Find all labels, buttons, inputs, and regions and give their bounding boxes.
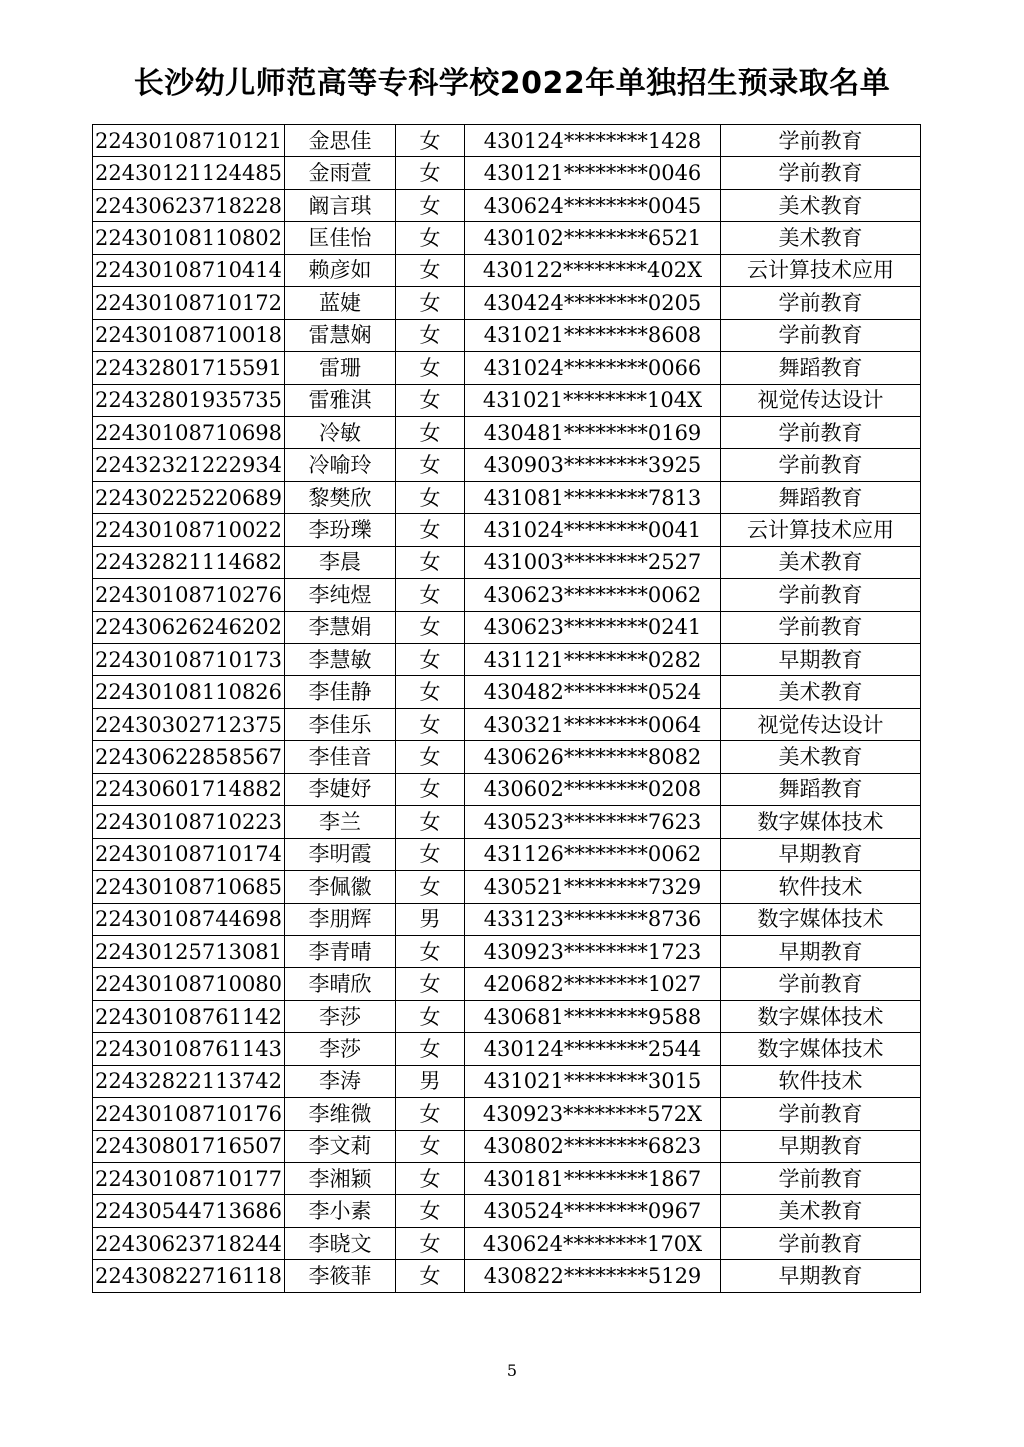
table-row <box>93 1227 921 1259</box>
table-row <box>93 125 921 157</box>
student-name-cell: 李纯煜 <box>285 579 396 611</box>
exam-number-cell: 22430225220689 <box>93 481 285 513</box>
exam-number-cell: 22430108710276 <box>93 579 285 611</box>
student-name-cell: 金雨萱 <box>285 157 396 189</box>
major-cell: 美术教育 <box>721 1195 921 1227</box>
student-name-cell: 李慧娟 <box>285 611 396 643</box>
gender-cell: 女 <box>396 1260 465 1292</box>
student-name-cell: 李玢瓅 <box>285 514 396 546</box>
exam-number-cell: 22430108761142 <box>93 1000 285 1032</box>
major-cell: 舞蹈教育 <box>721 352 921 384</box>
exam-number-cell: 22430544713686 <box>93 1195 285 1227</box>
gender-cell: 女 <box>396 1227 465 1259</box>
id-number-cell: 430822********5129 <box>465 1260 721 1292</box>
id-number-cell: 430523********7623 <box>465 806 721 838</box>
table-row <box>93 1260 921 1292</box>
gender-cell: 女 <box>396 1000 465 1032</box>
table-row <box>93 644 921 676</box>
major-cell: 学前教育 <box>721 416 921 448</box>
exam-number-cell: 22430822716118 <box>93 1260 285 1292</box>
id-number-cell: 430124********1428 <box>465 125 721 157</box>
id-number-cell: 420682********1027 <box>465 968 721 1000</box>
exam-number-cell: 22430108710121 <box>93 125 285 157</box>
major-cell: 早期教育 <box>721 1260 921 1292</box>
student-name-cell: 黎樊欣 <box>285 481 396 513</box>
gender-cell: 女 <box>396 1098 465 1130</box>
gender-cell: 女 <box>396 319 465 351</box>
major-cell: 学前教育 <box>721 287 921 319</box>
major-cell: 数字媒体技术 <box>721 1033 921 1065</box>
table-row <box>93 1195 921 1227</box>
exam-number-cell: 22430801716507 <box>93 1130 285 1162</box>
student-name-cell: 赖彦如 <box>285 254 396 286</box>
table-row <box>93 1130 921 1162</box>
major-cell: 早期教育 <box>721 935 921 967</box>
gender-cell: 女 <box>396 611 465 643</box>
major-cell: 数字媒体技术 <box>721 806 921 838</box>
major-cell: 云计算技术应用 <box>721 514 921 546</box>
id-number-cell: 430521********7329 <box>465 871 721 903</box>
student-name-cell: 李湘颖 <box>285 1163 396 1195</box>
table-row <box>93 1098 921 1130</box>
student-name-cell: 匡佳怡 <box>285 222 396 254</box>
exam-number-cell: 22430108710177 <box>93 1163 285 1195</box>
id-number-cell: 430482********0524 <box>465 676 721 708</box>
gender-cell: 女 <box>396 676 465 708</box>
student-name-cell: 李佳音 <box>285 741 396 773</box>
table-row <box>93 1163 921 1195</box>
exam-number-cell: 22430601714882 <box>93 773 285 805</box>
major-cell: 软件技术 <box>721 1065 921 1097</box>
major-cell: 美术教育 <box>721 189 921 221</box>
student-name-cell: 李小素 <box>285 1195 396 1227</box>
major-cell: 学前教育 <box>721 968 921 1000</box>
student-name-cell: 李慧敏 <box>285 644 396 676</box>
major-cell: 学前教育 <box>721 449 921 481</box>
major-cell: 学前教育 <box>721 1227 921 1259</box>
table-row <box>93 514 921 546</box>
gender-cell: 女 <box>396 773 465 805</box>
id-number-cell: 430681********9588 <box>465 1000 721 1032</box>
table-row <box>93 773 921 805</box>
student-name-cell: 李佳乐 <box>285 708 396 740</box>
exam-number-cell: 22430108710022 <box>93 514 285 546</box>
exam-number-cell: 22430108710018 <box>93 319 285 351</box>
id-number-cell: 431121********0282 <box>465 644 721 676</box>
gender-cell: 女 <box>396 125 465 157</box>
gender-cell: 女 <box>396 968 465 1000</box>
table-row <box>93 352 921 384</box>
major-cell: 美术教育 <box>721 546 921 578</box>
student-name-cell: 李文莉 <box>285 1130 396 1162</box>
table-row <box>93 1000 921 1032</box>
major-cell: 舞蹈教育 <box>721 481 921 513</box>
table-row <box>93 1033 921 1065</box>
student-name-cell: 李莎 <box>285 1000 396 1032</box>
major-cell: 早期教育 <box>721 838 921 870</box>
id-number-cell: 431081********7813 <box>465 481 721 513</box>
id-number-cell: 430624********0045 <box>465 189 721 221</box>
exam-number-cell: 22430626246202 <box>93 611 285 643</box>
gender-cell: 女 <box>396 384 465 416</box>
gender-cell: 女 <box>396 514 465 546</box>
roster-body <box>93 125 921 1293</box>
table-row <box>93 449 921 481</box>
major-cell: 学前教育 <box>721 611 921 643</box>
major-cell: 学前教育 <box>721 579 921 611</box>
student-name-cell: 阚言琪 <box>285 189 396 221</box>
exam-number-cell: 22432801935735 <box>93 384 285 416</box>
table-row <box>93 903 921 935</box>
gender-cell: 女 <box>396 449 465 481</box>
id-number-cell: 431024********0041 <box>465 514 721 546</box>
major-cell: 数字媒体技术 <box>721 903 921 935</box>
exam-number-cell: 22432321222934 <box>93 449 285 481</box>
major-cell: 视觉传达设计 <box>721 384 921 416</box>
table-row <box>93 579 921 611</box>
exam-number-cell: 22430108710414 <box>93 254 285 286</box>
id-number-cell: 430802********6823 <box>465 1130 721 1162</box>
gender-cell: 女 <box>396 741 465 773</box>
table-row <box>93 189 921 221</box>
table-row <box>93 222 921 254</box>
exam-number-cell: 22430108710176 <box>93 1098 285 1130</box>
gender-cell: 女 <box>396 1130 465 1162</box>
id-number-cell: 430321********0064 <box>465 708 721 740</box>
gender-cell: 女 <box>396 157 465 189</box>
gender-cell: 女 <box>396 806 465 838</box>
table-row <box>93 676 921 708</box>
table-row <box>93 741 921 773</box>
student-name-cell: 冷敏 <box>285 416 396 448</box>
id-number-cell: 430124********2544 <box>465 1033 721 1065</box>
exam-number-cell: 22430108710174 <box>93 838 285 870</box>
id-number-cell: 431021********3015 <box>465 1065 721 1097</box>
id-number-cell: 431021********104X <box>465 384 721 416</box>
id-number-cell: 431021********8608 <box>465 319 721 351</box>
id-number-cell: 430923********572X <box>465 1098 721 1130</box>
table-row <box>93 546 921 578</box>
table-row <box>93 1065 921 1097</box>
admission-roster-table <box>92 124 921 1293</box>
exam-number-cell: 22430108744698 <box>93 903 285 935</box>
table-row <box>93 935 921 967</box>
gender-cell: 女 <box>396 546 465 578</box>
student-name-cell: 金思佳 <box>285 125 396 157</box>
student-name-cell: 李晴欣 <box>285 968 396 1000</box>
id-number-cell: 430524********0967 <box>465 1195 721 1227</box>
exam-number-cell: 22430622858567 <box>93 741 285 773</box>
table-row <box>93 968 921 1000</box>
gender-cell: 女 <box>396 1163 465 1195</box>
id-number-cell: 430121********0046 <box>465 157 721 189</box>
gender-cell: 女 <box>396 352 465 384</box>
student-name-cell: 李朋辉 <box>285 903 396 935</box>
exam-number-cell: 22430108761143 <box>93 1033 285 1065</box>
gender-cell: 女 <box>396 1033 465 1065</box>
gender-cell: 女 <box>396 416 465 448</box>
gender-cell: 男 <box>396 903 465 935</box>
student-name-cell: 李青晴 <box>285 935 396 967</box>
exam-number-cell: 22430108710173 <box>93 644 285 676</box>
exam-number-cell: 22430623718244 <box>93 1227 285 1259</box>
major-cell: 学前教育 <box>721 125 921 157</box>
major-cell: 学前教育 <box>721 157 921 189</box>
gender-cell: 女 <box>396 935 465 967</box>
table-row <box>93 287 921 319</box>
gender-cell: 女 <box>396 222 465 254</box>
gender-cell: 女 <box>396 871 465 903</box>
exam-number-cell: 22430108110802 <box>93 222 285 254</box>
id-number-cell: 430923********1723 <box>465 935 721 967</box>
student-name-cell: 李晓文 <box>285 1227 396 1259</box>
student-name-cell: 李佳静 <box>285 676 396 708</box>
table-row <box>93 708 921 740</box>
student-name-cell: 蓝婕 <box>285 287 396 319</box>
gender-cell: 女 <box>396 838 465 870</box>
exam-number-cell: 22430108710685 <box>93 871 285 903</box>
major-cell: 学前教育 <box>721 1098 921 1130</box>
page-number: 5 <box>506 1361 518 1380</box>
student-name-cell: 李维微 <box>285 1098 396 1130</box>
table-row <box>93 871 921 903</box>
major-cell: 学前教育 <box>721 1163 921 1195</box>
gender-cell: 女 <box>396 708 465 740</box>
student-name-cell: 李婕妤 <box>285 773 396 805</box>
major-cell: 云计算技术应用 <box>721 254 921 286</box>
student-name-cell: 李晨 <box>285 546 396 578</box>
major-cell: 美术教育 <box>721 741 921 773</box>
exam-number-cell: 22430108710172 <box>93 287 285 319</box>
table-row <box>93 254 921 286</box>
exam-number-cell: 22430302712375 <box>93 708 285 740</box>
id-number-cell: 430623********0241 <box>465 611 721 643</box>
id-number-cell: 430623********0062 <box>465 579 721 611</box>
id-number-cell: 431126********0062 <box>465 838 721 870</box>
id-number-cell: 430122********402X <box>465 254 721 286</box>
major-cell: 早期教育 <box>721 1130 921 1162</box>
student-name-cell: 雷珊 <box>285 352 396 384</box>
major-cell: 舞蹈教育 <box>721 773 921 805</box>
id-number-cell: 430102********6521 <box>465 222 721 254</box>
gender-cell: 女 <box>396 579 465 611</box>
id-number-cell: 431024********0066 <box>465 352 721 384</box>
id-number-cell: 430424********0205 <box>465 287 721 319</box>
table-row <box>93 319 921 351</box>
major-cell: 软件技术 <box>721 871 921 903</box>
id-number-cell: 430903********3925 <box>465 449 721 481</box>
major-cell: 美术教育 <box>721 222 921 254</box>
table-row <box>93 611 921 643</box>
table-row <box>93 806 921 838</box>
major-cell: 学前教育 <box>721 319 921 351</box>
student-name-cell: 李佩徽 <box>285 871 396 903</box>
id-number-cell: 430624********170X <box>465 1227 721 1259</box>
gender-cell: 男 <box>396 1065 465 1097</box>
table-row <box>93 384 921 416</box>
document-title: 长沙幼儿师范高等专科学校2022年单独招生预录取名单 <box>133 66 891 101</box>
gender-cell: 女 <box>396 254 465 286</box>
gender-cell: 女 <box>396 644 465 676</box>
id-number-cell: 430602********0208 <box>465 773 721 805</box>
student-name-cell: 雷雅淇 <box>285 384 396 416</box>
major-cell: 数字媒体技术 <box>721 1000 921 1032</box>
student-name-cell: 李筱菲 <box>285 1260 396 1292</box>
table-row <box>93 157 921 189</box>
exam-number-cell: 22430108710698 <box>93 416 285 448</box>
student-name-cell: 李涛 <box>285 1065 396 1097</box>
exam-number-cell: 22430108710223 <box>93 806 285 838</box>
gender-cell: 女 <box>396 1195 465 1227</box>
exam-number-cell: 22430623718228 <box>93 189 285 221</box>
student-name-cell: 冷喻玲 <box>285 449 396 481</box>
exam-number-cell: 22430121124485 <box>93 157 285 189</box>
major-cell: 早期教育 <box>721 644 921 676</box>
student-name-cell: 雷慧娴 <box>285 319 396 351</box>
id-number-cell: 431003********2527 <box>465 546 721 578</box>
exam-number-cell: 22430108110826 <box>93 676 285 708</box>
gender-cell: 女 <box>396 481 465 513</box>
exam-number-cell: 22432821114682 <box>93 546 285 578</box>
gender-cell: 女 <box>396 287 465 319</box>
student-name-cell: 李明霞 <box>285 838 396 870</box>
id-number-cell: 433123********8736 <box>465 903 721 935</box>
id-number-cell: 430181********1867 <box>465 1163 721 1195</box>
gender-cell: 女 <box>396 189 465 221</box>
table-row <box>93 481 921 513</box>
id-number-cell: 430626********8082 <box>465 741 721 773</box>
student-name-cell: 李莎 <box>285 1033 396 1065</box>
major-cell: 美术教育 <box>721 676 921 708</box>
major-cell: 视觉传达设计 <box>721 708 921 740</box>
table-row <box>93 838 921 870</box>
exam-number-cell: 22432822113742 <box>93 1065 285 1097</box>
id-number-cell: 430481********0169 <box>465 416 721 448</box>
exam-number-cell: 22430108710080 <box>93 968 285 1000</box>
exam-number-cell: 22430125713081 <box>93 935 285 967</box>
student-name-cell: 李兰 <box>285 806 396 838</box>
table-row <box>93 416 921 448</box>
exam-number-cell: 22432801715591 <box>93 352 285 384</box>
